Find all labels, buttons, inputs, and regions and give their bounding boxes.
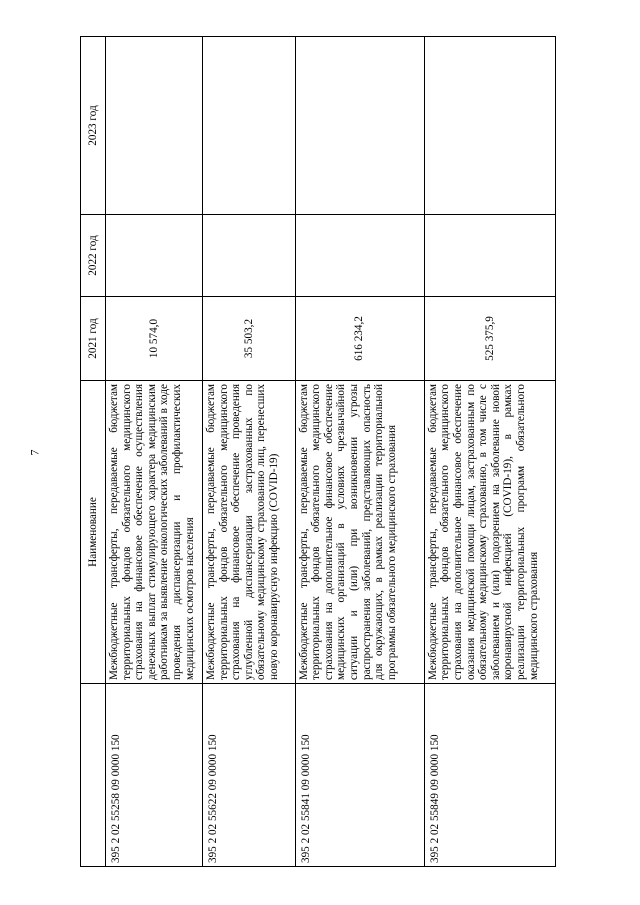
row-value-2022 [295,215,424,297]
header-name: Наименование [81,381,106,684]
header-2021: 2021 год [81,297,106,381]
header-2023: 2023 год [81,37,106,215]
row-value-2023 [203,37,296,215]
budget-table [80,36,556,867]
budget-table-container [80,37,556,867]
row-value-2021: 616 234,2 [295,297,424,381]
table-row [203,37,296,867]
row-value-2022 [106,215,203,297]
row-name: Межбюджетные трансферты, передаваемые бюджетам территориальных фондов обязательного медицинского страхования на финансовое обеспечение проведения углубленной диспансеризации застрахованных по обязательному медицинскому страхованию лиц, перенесших новую коронавирусную инфекцию (COVID-19) [203,381,296,684]
row-name: Межбюджетные трансферты, передаваемые бюджетам территориальных фондов обязательного медицинского страхования на дополнительное финансовое обеспечение оказания медицинской помощи лицам, застрахованным по обязательному медицинскому страхованию, в том числе с заболеванием и (или) подозрением на заболевание новой коронавирусной инфекцией (COVID-19), в рамках реализации территориальных программ обязательного медицинского страхования [424,381,555,684]
row-value-2023 [295,37,424,215]
row-code: 395 2 02 55841 09 0000 150 [295,684,424,867]
row-name: Межбюджетные трансферты, передаваемые бюджетам территориальных фондов обязательного медицинского страхования на дополнительное финансовое обеспечение медицинских организаций в условиях чрезвычайной ситуации и (или) при возникновении угрозы распространения заболеваний, представляющих опасность для окружающих, в рамках реализации территориальной программы обязательного медицинского страхования [295,381,424,684]
row-value-2021: 35 503,2 [203,297,296,381]
row-code: 395 2 02 55622 09 0000 150 [203,684,296,867]
row-value-2021: 10 574,0 [106,297,203,381]
row-value-2022 [424,215,555,297]
table-row [295,37,424,867]
row-value-2023 [424,37,555,215]
row-value-2022 [203,215,296,297]
table-row [106,37,203,867]
table-row [424,37,555,867]
row-code: 395 2 02 55849 09 0000 150 [424,684,555,867]
table-header-row [81,37,106,867]
page-number: 7 [27,449,42,456]
row-code: 395 2 02 55258 09 0000 150 [106,684,203,867]
row-name: Межбюджетные трансферты, передаваемые бюджетам территориальных фондов обязательного медицинского страхования на финансовое обеспечение осуществления денежных выплат стимулирующего характера медицинским работникам за выявление онкологических заболеваний в ходе проведения диспансеризации и профилактических медицинских осмотров населения [106,381,203,684]
row-value-2023 [106,37,203,215]
header-2022: 2022 год [81,215,106,297]
header-code [81,684,106,867]
row-value-2021: 525 375,9 [424,297,555,381]
